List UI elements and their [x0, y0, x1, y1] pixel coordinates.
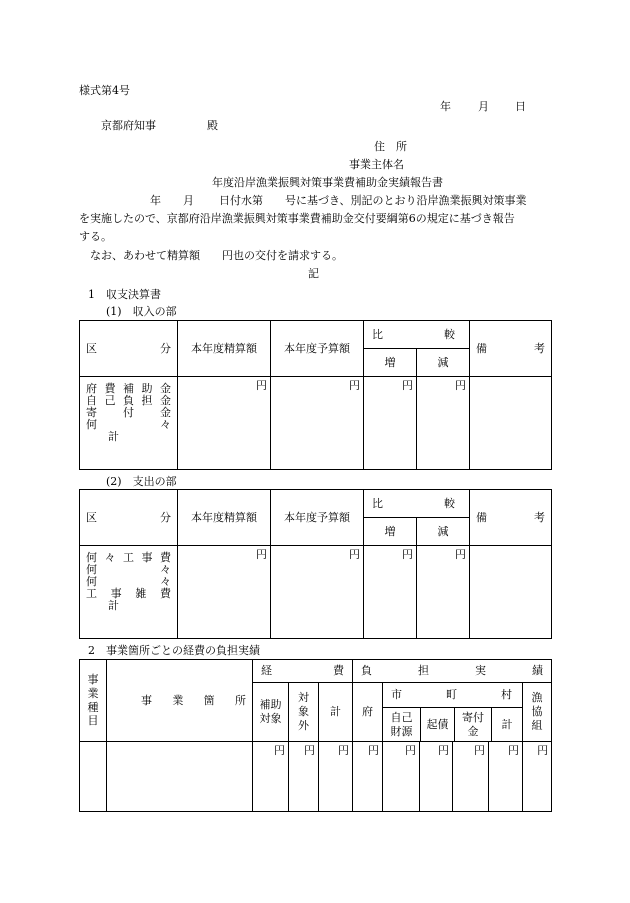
expense-item: 何 々	[86, 563, 171, 576]
yen-unit: 円	[455, 379, 466, 392]
gen-header: 減	[417, 349, 470, 377]
biko-header: 備 考	[470, 490, 552, 546]
yen-unit: 円	[508, 744, 519, 757]
hojo-taisho-header: 補助 対象	[253, 683, 289, 742]
shubetsu-header: 事 業 種 目	[80, 660, 107, 742]
biko-cell	[470, 377, 552, 470]
kifukin-header: 寄付 金	[455, 708, 492, 741]
applicant-label: 事業主体名	[349, 158, 404, 171]
hikaku-header: 比 較	[364, 490, 470, 518]
income-total-label: 計	[108, 430, 119, 443]
ki-label: 記	[308, 267, 319, 280]
yen-unit: 円	[349, 379, 360, 392]
kasho-cell	[107, 742, 253, 812]
yen-unit: 円	[338, 744, 349, 757]
yen-unit: 円	[402, 379, 413, 392]
body-month-label: 月	[183, 194, 194, 207]
shichoson-header: 市 町 村	[383, 683, 522, 708]
shichoson-group	[383, 683, 523, 742]
expense-table	[79, 489, 552, 639]
yosan-header: 本年度予算額	[271, 490, 364, 546]
income-table	[79, 320, 552, 470]
biko-cell	[470, 546, 552, 639]
date-day-label: 日	[515, 100, 526, 113]
yen-unit: 円	[274, 744, 285, 757]
burden-table	[79, 659, 552, 812]
yen-unit: 円	[402, 548, 413, 561]
biko-header: 備 考	[470, 321, 552, 377]
yen-unit: 円	[455, 548, 466, 561]
body-line3: する。	[79, 230, 112, 243]
seisan-header: 本年度精算額	[178, 490, 271, 546]
yen-unit: 円	[474, 744, 485, 757]
honorific: 殿	[207, 119, 218, 132]
income-item: 府 費 補 助 金	[86, 382, 171, 395]
fu-header: 府	[353, 683, 383, 742]
yen-unit: 円	[438, 744, 449, 757]
form-number: 様式第4号	[79, 84, 130, 97]
income-items-cell	[80, 377, 178, 470]
jiko-zaigen-header: 自己 財源	[383, 708, 421, 741]
addressee: 京都府知事	[101, 119, 156, 132]
kasho-header: 事 業 箇 所	[107, 660, 253, 742]
date-month-label: 月	[478, 100, 489, 113]
date-year-label: 年	[440, 100, 451, 113]
keihi-header: 経 費	[253, 660, 353, 683]
expense-heading: (2) 支出の部	[106, 475, 177, 488]
body-line4: なお、あわせて精算額 円也の交付を請求する。	[90, 249, 343, 262]
expense-items-cell	[80, 546, 178, 639]
expense-item: 何 々 工 事 費	[86, 551, 171, 564]
section2-heading: 2 事業箇所ごとの経費の負担実績	[88, 644, 260, 657]
yen-unit: 円	[537, 744, 549, 757]
body-year-label: 年	[150, 194, 161, 207]
seisan-header: 本年度精算額	[178, 321, 271, 377]
futan-header: 負 担 実 績	[353, 660, 552, 683]
income-item: 寄 付 金	[86, 406, 171, 419]
yen-unit: 円	[256, 548, 267, 561]
expense-total-label: 計	[108, 599, 119, 612]
income-heading: (1) 収入の部	[106, 305, 177, 318]
gen-header: 減	[417, 518, 470, 546]
yen-unit: 円	[349, 548, 360, 561]
yen-unit: 円	[256, 379, 267, 392]
zou-header: 増	[364, 349, 417, 377]
income-item: 何 々	[86, 418, 171, 431]
section1-heading: 1 収支決算書	[88, 288, 161, 301]
hikaku-header: 比 較	[364, 321, 470, 349]
taisho-gai-header: 対 象 外	[289, 683, 319, 742]
address-label: 住 所	[374, 140, 407, 153]
kubun-header: 区 分	[80, 490, 178, 546]
report-title: 年度沿岸漁業振興対策事業費補助金実績報告書	[212, 176, 443, 189]
expense-item: 何 々	[86, 575, 171, 588]
body-line1: 日付水第 号に基づき、別記のとおり沿岸漁業振興対策事業	[219, 194, 527, 207]
yosan-header: 本年度予算額	[271, 321, 364, 377]
shubetsu-cell	[80, 742, 107, 812]
kisai-header: 起債	[421, 708, 455, 741]
yen-unit: 円	[405, 744, 416, 757]
gyokyo-header: 漁 協 組	[523, 683, 552, 742]
yen-unit: 円	[368, 744, 379, 757]
income-item: 自 己 負 担 金	[86, 394, 171, 407]
kubun-header: 区 分	[80, 321, 178, 377]
expense-item: 工 事 雑 費	[86, 587, 171, 600]
shichoson-kei-header: 計	[501, 717, 513, 731]
keihi-kei-header: 計	[319, 683, 353, 742]
zou-header: 増	[364, 518, 417, 546]
yen-unit: 円	[304, 744, 315, 757]
body-line2: を実施したので、京都府沿岸漁業振興対策事業費補助金交付要綱第6の規定に基づき報告	[79, 212, 515, 225]
